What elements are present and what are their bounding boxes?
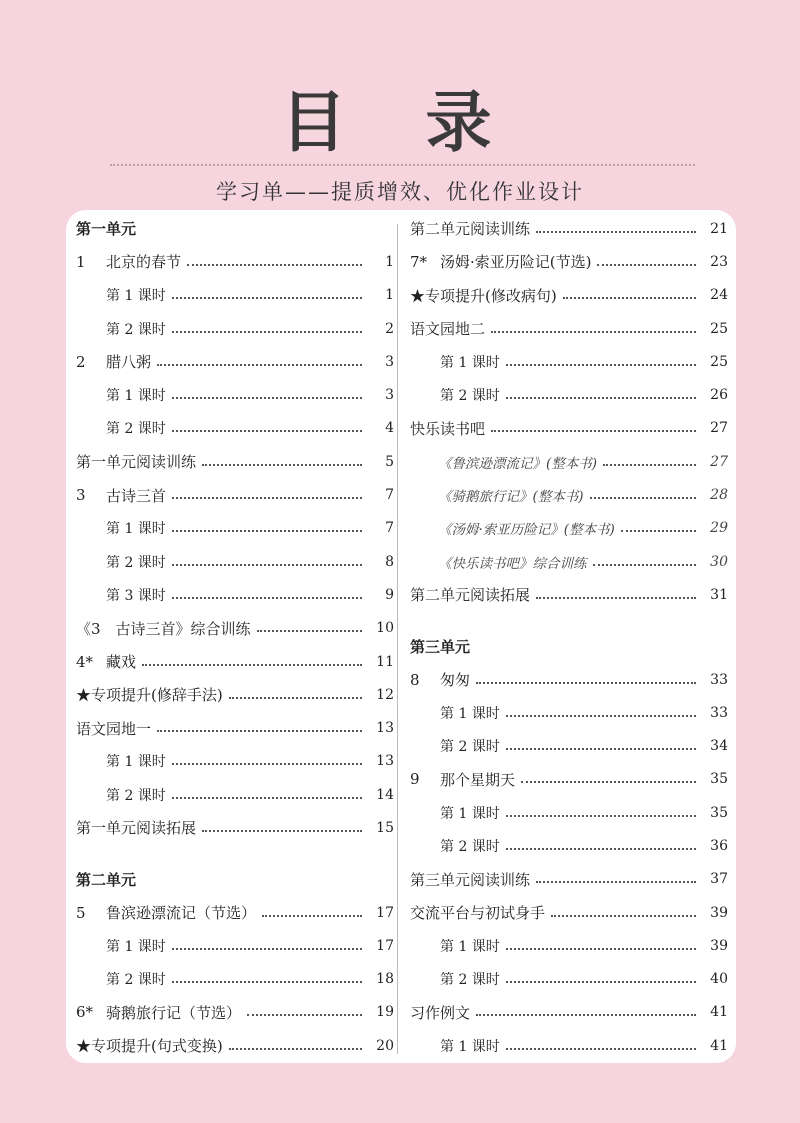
page-number: 33 [710, 671, 728, 688]
dot-leader [491, 430, 696, 432]
entry-label: 《快乐读书吧》综合训练 [438, 555, 587, 572]
entry-label: ★专项提升(修改病句) [410, 286, 557, 305]
lesson-number: 1 [76, 252, 86, 271]
toc-entry [410, 345, 728, 378]
toc-entry [76, 1029, 394, 1062]
entry-label: 《3 古诗三首》综合训练 [76, 619, 251, 638]
entry-label: 习作例文 [410, 1003, 471, 1022]
dot-leader [172, 564, 362, 566]
dot-leader [621, 530, 696, 532]
page-number: 1 [385, 253, 394, 270]
toc-entry [76, 512, 394, 545]
page-number: 26 [710, 387, 728, 404]
page-number: 41 [710, 1004, 728, 1021]
toc-entry [76, 745, 394, 778]
toc-entry [410, 996, 728, 1029]
dot-leader [476, 682, 696, 684]
entry-label: 交流平台与初试身手 [410, 904, 546, 923]
entry-label: 第 1 课时 [440, 354, 500, 371]
toc-entry [76, 445, 394, 478]
page-number: 4 [385, 420, 394, 437]
page-number: 23 [710, 253, 728, 270]
toc-entry [410, 578, 728, 611]
toc-entry [410, 929, 728, 962]
toc-entry [76, 378, 394, 411]
lesson-number: 5 [76, 903, 86, 922]
dot-leader [172, 397, 362, 399]
toc-entry [410, 279, 728, 312]
page-subtitle: 学习单——提质增效、优化作业设计 [216, 180, 584, 204]
entry-label: 第 1 课时 [440, 705, 500, 722]
toc-entry [76, 645, 394, 678]
dot-leader [590, 497, 696, 499]
entry-label: 第 1 课时 [106, 521, 166, 538]
dot-leader [229, 1048, 362, 1050]
toc-entry [410, 963, 728, 996]
page-number: 13 [376, 720, 394, 737]
page-number: 14 [376, 786, 394, 803]
toc-entry [410, 445, 728, 478]
toc-entry [76, 245, 394, 278]
dot-leader [536, 231, 696, 233]
entry-label: 第三单元阅读训练 [410, 870, 531, 889]
toc-entry [410, 663, 728, 696]
toc-unit-heading [410, 630, 728, 663]
entry-label: 第 1 课时 [440, 805, 500, 822]
entry-label: 第 2 课时 [440, 838, 500, 855]
page-number: 27 [710, 453, 728, 470]
toc-entry [410, 863, 728, 896]
page-number: 40 [710, 971, 728, 988]
entry-label: 第 1 课时 [106, 388, 166, 405]
toc-entry [410, 612, 728, 630]
page-number: 35 [710, 804, 728, 821]
dot-leader [603, 464, 696, 466]
dot-leader [187, 264, 362, 266]
entry-label: 《汤姆·索亚历险记》(整本书) [438, 522, 615, 539]
page-number: 31 [710, 586, 728, 603]
entry-label: 《鲁滨逊漂流记》(整本书) [438, 455, 598, 472]
page-number: 7 [385, 487, 394, 504]
toc-entry [410, 512, 728, 545]
page-number: 39 [710, 904, 728, 921]
toc-entry [76, 845, 394, 863]
entry-label: 第 1 课时 [106, 288, 166, 305]
dot-leader [262, 915, 362, 917]
dot-leader [172, 948, 362, 950]
toc-entry [76, 996, 394, 1029]
dot-leader [506, 748, 696, 750]
dot-leader [172, 797, 362, 799]
toc-entry [76, 545, 394, 578]
dot-leader [202, 830, 362, 832]
page-number: 37 [710, 871, 728, 888]
entry-label: 第 2 课时 [106, 421, 166, 438]
page-number: 39 [710, 937, 728, 954]
dot-leader [506, 848, 696, 850]
entry-label: 骑鹅旅行记（节选） [106, 1003, 242, 1022]
page-number: 29 [710, 520, 728, 537]
lesson-number: 6* [76, 1003, 94, 1022]
dot-leader [536, 881, 696, 883]
page-number: 3 [385, 387, 394, 404]
page-number: 25 [710, 320, 728, 337]
page-number: 21 [710, 220, 728, 237]
toc-entry [410, 829, 728, 862]
entry-label: 快乐读书吧 [410, 419, 486, 438]
toc-entry [410, 412, 728, 445]
toc-entry [76, 279, 394, 312]
dot-leader [172, 497, 362, 499]
page-number: 41 [710, 1037, 728, 1054]
page-number: 30 [710, 553, 728, 570]
entry-label: 第二单元阅读训练 [410, 220, 531, 239]
dot-leader [172, 763, 362, 765]
page-number: 11 [376, 653, 394, 670]
dot-leader [229, 697, 362, 699]
lesson-number: 7* [410, 252, 428, 271]
entry-label: 古诗三首 [106, 486, 167, 505]
toc-entry [76, 412, 394, 445]
page-number: 33 [710, 704, 728, 721]
toc-entry [410, 696, 728, 729]
dot-leader [157, 730, 362, 732]
dot-leader [506, 815, 696, 817]
page-number: 12 [376, 686, 394, 703]
title-divider [110, 164, 695, 166]
entry-label: 匆匆 [440, 671, 471, 689]
lesson-number: 4* [76, 652, 94, 671]
page-number: 19 [376, 1004, 394, 1021]
entry-label: 那个星期天 [440, 770, 516, 789]
entry-label: 第三单元 [410, 637, 471, 656]
page-number: 8 [385, 553, 394, 570]
dot-leader [172, 430, 362, 432]
dot-leader [563, 297, 696, 299]
toc-entry [76, 811, 394, 844]
page-number: 5 [385, 453, 394, 470]
entry-label: 第 2 课时 [106, 554, 166, 571]
entry-label: 汤姆·索亚历险记(节选) [440, 253, 592, 272]
page-number: 24 [710, 287, 728, 304]
column-divider [397, 224, 398, 1054]
entry-label: ★专项提升(句式变换) [76, 1037, 223, 1056]
dot-leader [202, 464, 362, 466]
dot-leader [506, 948, 696, 950]
dot-leader [597, 264, 696, 266]
entry-label: 第 1 课时 [106, 754, 166, 771]
toc-entry [76, 778, 394, 811]
dot-leader [551, 915, 696, 917]
entry-label: 第 2 课时 [440, 972, 500, 989]
lesson-number: 8 [410, 670, 420, 689]
dot-leader [476, 1014, 696, 1016]
dot-leader [506, 1048, 696, 1050]
entry-label: 第 1 课时 [440, 1038, 500, 1055]
dot-leader [257, 630, 362, 632]
page-number: 28 [710, 487, 728, 504]
entry-label: 第一单元阅读拓展 [76, 819, 197, 838]
dot-leader [593, 564, 697, 566]
toc-entry [410, 729, 728, 762]
dot-leader [247, 1014, 362, 1016]
page-number: 15 [376, 819, 394, 836]
dot-leader [172, 597, 362, 599]
page-title: 目 录 [280, 84, 520, 161]
toc-entry [76, 345, 394, 378]
entry-label: 第二单元 [76, 870, 137, 889]
toc-entry [410, 212, 728, 245]
page-number: 27 [710, 420, 728, 437]
page-number: 3 [385, 353, 394, 370]
entry-label: 第 1 课时 [440, 938, 500, 955]
page-number: 20 [376, 1037, 394, 1054]
dot-leader [506, 715, 696, 717]
entry-label: 腊八粥 [106, 353, 152, 372]
entry-label: 第 2 课时 [106, 321, 166, 338]
entry-label: 第 2 课时 [106, 972, 166, 989]
toc-entry [410, 763, 728, 796]
toc-entry [76, 578, 394, 611]
dot-leader [506, 397, 696, 399]
entry-label: 第一单元 [76, 220, 137, 239]
toc-entry [410, 312, 728, 345]
entry-label: 第 1 课时 [106, 938, 166, 955]
toc-entry [410, 796, 728, 829]
page-number: 13 [376, 753, 394, 770]
toc-entry [76, 678, 394, 711]
toc-entry [76, 312, 394, 345]
dot-leader [491, 331, 696, 333]
entry-label: 《骑鹅旅行记》(整本书) [438, 489, 584, 506]
page-number: 9 [385, 586, 394, 603]
toc-column-right [410, 212, 728, 1062]
dot-leader [172, 297, 362, 299]
dot-leader [536, 597, 696, 599]
page-number: 36 [710, 837, 728, 854]
entry-label: 北京的春节 [106, 253, 182, 272]
toc-unit-heading [76, 212, 394, 245]
page-number: 17 [376, 937, 394, 954]
lesson-number: 3 [76, 486, 86, 505]
dot-leader [521, 781, 696, 783]
dot-leader [506, 364, 696, 366]
dot-leader [172, 981, 362, 983]
page-number: 18 [376, 971, 394, 988]
dot-leader [142, 664, 362, 666]
page-number: 1 [385, 287, 394, 304]
lesson-number: 9 [410, 770, 420, 789]
entry-label: 语文园地二 [410, 320, 486, 339]
entry-label: 第一单元阅读训练 [76, 453, 197, 472]
page-number: 2 [385, 320, 394, 337]
page-number: 17 [376, 904, 394, 921]
toc-entry [76, 963, 394, 996]
entry-label: 鲁滨逊漂流记（节选） [106, 904, 257, 923]
dot-leader [172, 530, 362, 532]
page-number: 25 [710, 353, 728, 370]
page-number: 34 [710, 738, 728, 755]
lesson-number: 2 [76, 352, 86, 371]
page-number: 10 [376, 620, 394, 637]
dot-leader [157, 364, 362, 366]
entry-label: 第 3 课时 [106, 587, 166, 604]
toc-entry [410, 245, 728, 278]
page-number: 7 [385, 520, 394, 537]
entry-label: 第 2 课时 [440, 739, 500, 756]
page-number: 35 [710, 771, 728, 788]
toc-entry [410, 545, 728, 578]
toc-panel [66, 210, 736, 1063]
entry-label: 第 2 课时 [106, 787, 166, 804]
toc-entry [76, 929, 394, 962]
dot-leader [172, 331, 362, 333]
entry-label: 藏戏 [106, 653, 137, 671]
toc-entry [76, 612, 394, 645]
entry-label: 第 2 课时 [440, 388, 500, 405]
toc-entry [76, 896, 394, 929]
entry-label: 语文园地一 [76, 719, 152, 738]
toc-column-left [76, 212, 394, 1062]
toc-entry [410, 478, 728, 511]
entry-label: ★专项提升(修辞手法) [76, 686, 223, 705]
toc-entry [410, 378, 728, 411]
entry-label: 第二单元阅读拓展 [410, 586, 531, 605]
toc-entry [410, 1029, 728, 1062]
toc-entry [76, 711, 394, 744]
toc-entry [410, 896, 728, 929]
toc-entry [76, 478, 394, 511]
dot-leader [506, 981, 696, 983]
toc-unit-heading [76, 863, 394, 896]
